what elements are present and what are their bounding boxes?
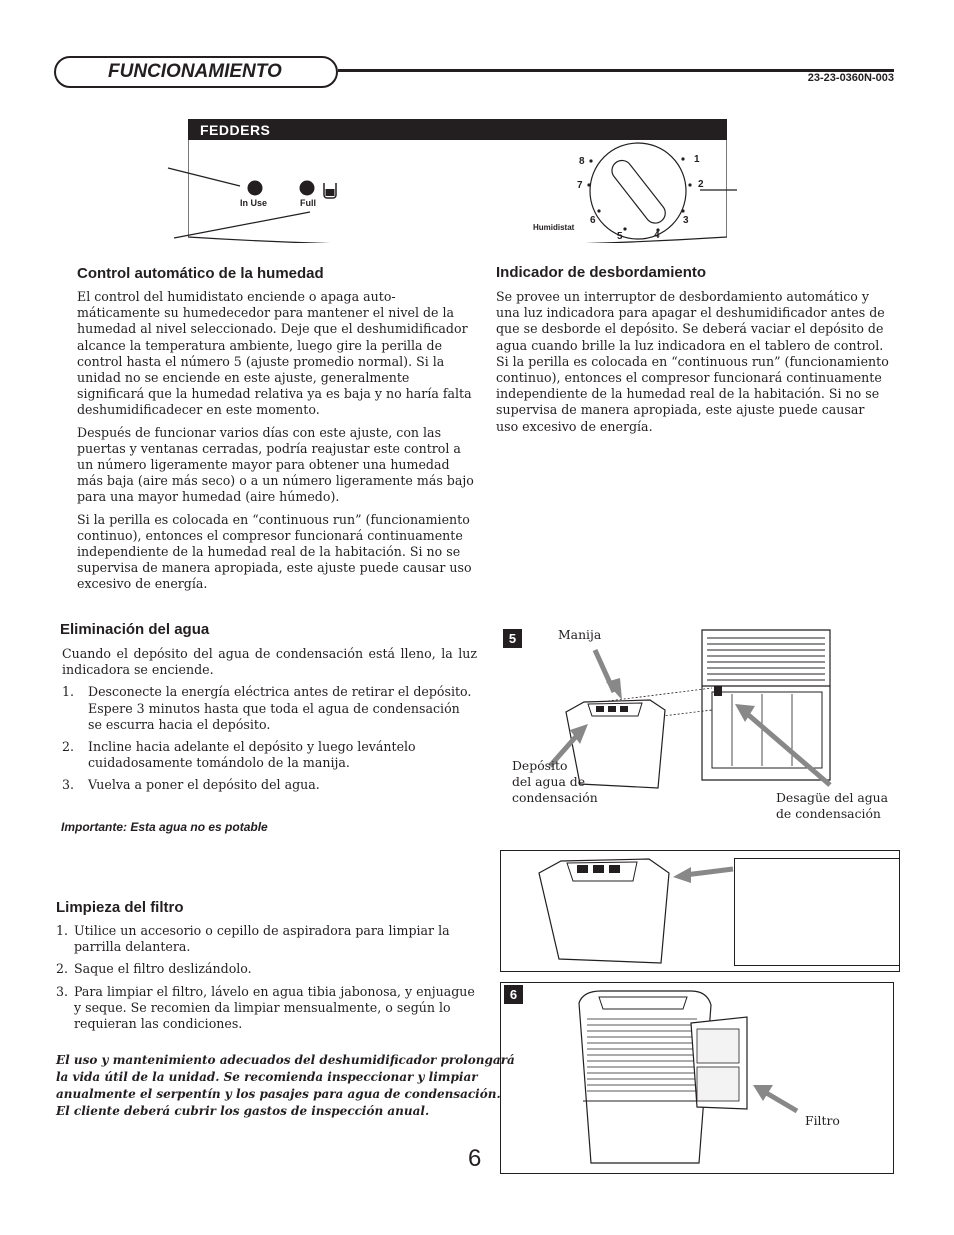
drain-label: Desagüe del agua de condensación: [776, 790, 889, 821]
filter-step-1: 1. Utilice un accesorio o cepillo de aspiradora para limpiar la parrilla delantera.: [56, 923, 450, 955]
continuous-run-label: Continuous Run: [537, 130, 600, 139]
doc-code: 23-23-0360N-003: [807, 72, 894, 84]
water-step-2: 2. Incline hacia adelante el depósito y luego levántelo cuidadosamente tomándolo de la manija.: [62, 739, 416, 771]
handle-label: Manija: [558, 627, 602, 642]
figure-5: [500, 620, 900, 830]
humidistat-label: Humidistat: [533, 223, 575, 232]
dial-number-5: 5: [617, 231, 623, 242]
dial-number-4: 4: [654, 230, 660, 241]
humidity-paragraph-2: Después de funcionar varios días con este ajuste, con las puertas y ventanas cerradas, podría reajustar este control a un número ligeramente mayor para obtener una humedad más baja (aire más seco) o a un número ligeramente más bajo para una mayor humedad (aire húmedo).: [77, 424, 474, 505]
tank-detail-blank-box: [734, 858, 900, 966]
figure-5-badge: 5: [503, 629, 522, 648]
in-use-label: In Use: [240, 198, 268, 208]
panel-callout-lines: [160, 160, 760, 250]
overflow-paragraph-1: Se provee un interruptor de desbordamiento automático y una luz indicadora para apagar el deshumidificador antes de que se desborde el depósito. Se deberá vaciar el depósito de agua cuando brille la luz indicadora en el tablero de control.: [496, 289, 885, 353]
filter-cleaning-text: [56, 923, 476, 1038]
dial-number-7: 7: [577, 180, 583, 191]
section-title-pill: [54, 56, 338, 88]
maintenance-note-line-2: la vida útil de la unidad. Se recomienda inspeccionar y limpiar: [56, 1070, 478, 1084]
water-removal-intro: Cuando el depósito del agua de condensación está lleno, la luz indicadora se enciende.: [62, 646, 477, 678]
water-removal-text: [62, 646, 477, 800]
maintenance-note-line-1: El uso y mantenimiento adecuados del deshumidificador prolongará: [56, 1053, 515, 1067]
filter-cleaning-heading: Limpieza del filtro: [56, 899, 184, 916]
overflow-text: [496, 289, 890, 435]
dial-number-6: 6: [590, 215, 596, 226]
off-label: Off: [680, 130, 692, 139]
maintenance-note-line-4: El cliente deberá cubrir los gastos de inspección anual.: [56, 1104, 430, 1118]
figure-6: [500, 982, 894, 1174]
filter-label: Filtro: [805, 1113, 840, 1128]
maintenance-note: [56, 1052, 515, 1120]
maintenance-note-line-3: anualmente el serpentín y los pasajes para agua de condensación.: [56, 1087, 501, 1101]
tank-detail-figure: [500, 850, 900, 972]
water-step-1: 1. Desconecte la energía eléctrica antes de retirar el depósito. Espere 3 minutos hasta que toda el agua de condensación se escurra hacia el depósito.: [62, 684, 472, 732]
humidity-control-text: [77, 289, 479, 599]
humidity-paragraph-1: El control del humidistato enciende o apaga auto- máticamente su humedecedor para mantener el nivel de la humedad al nivel seleccionado. Deje que el deshumidificador alcance la temperatura ambiente, luego gire la perilla de control hasta el número 5 (ajuste promedio normal). Si la unidad no se enciende en este ajuste, generalmente significará que la humedad relativa ya es baja y no haría falta deshumidificadecer en este momento.: [77, 289, 472, 418]
dial-number-3: 3: [683, 215, 689, 226]
section-title: FUNCIONAMIENTO: [108, 61, 282, 82]
tank-label: Depósito del agua de condensación: [512, 758, 598, 805]
water-warning-note: Importante: Esta agua no es potable: [61, 820, 268, 834]
humidity-control-heading: Control automático de la humedad: [77, 265, 324, 282]
humidity-paragraph-3: Si la perilla es colocada en “continuous run” (funcionamiento continuo), entonces el compresor funcionará continuamente independiente de la humedad real de la habitación. Si no se supervisa de manera apropiada, este ajuste puede causar uso excesivo de energía.: [77, 511, 472, 592]
overflow-heading: Indicador de desbordamiento: [496, 264, 707, 281]
filter-step-3: 3. Para limpiar el filtro, lávelo en agua tibia jabonosa, y enjuague y seque. Se recomien da limpiar mensualmente, o según lo requieran las condiciones.: [56, 983, 475, 1032]
dial-number-8: 8: [579, 156, 585, 167]
figure-6-drawing: [501, 983, 895, 1175]
overflow-paragraph-2: Si la perilla es colocada en “continuous run” (funcionamiento continuo), entonces el compresor funcionará continuamente independiente de la humedad real de la habitación. Si no se supervisa de manera apropiada, este ajuste puede causar uso excesivo de energía.: [496, 353, 889, 434]
dial-number-1: 1: [694, 154, 700, 165]
figure-6-badge: 6: [504, 985, 523, 1004]
full-label: Full: [300, 198, 316, 208]
brand-logo: FEDDERS: [200, 122, 271, 138]
water-step-3: 3. Vuelva a poner el depósito del agua.: [62, 777, 320, 793]
page-number: 6: [468, 1145, 482, 1172]
dial-number-2: 2: [698, 179, 704, 190]
water-removal-heading: Eliminación del agua: [60, 621, 210, 638]
filter-step-2: 2. Saque el filtro deslizándolo.: [56, 961, 252, 977]
